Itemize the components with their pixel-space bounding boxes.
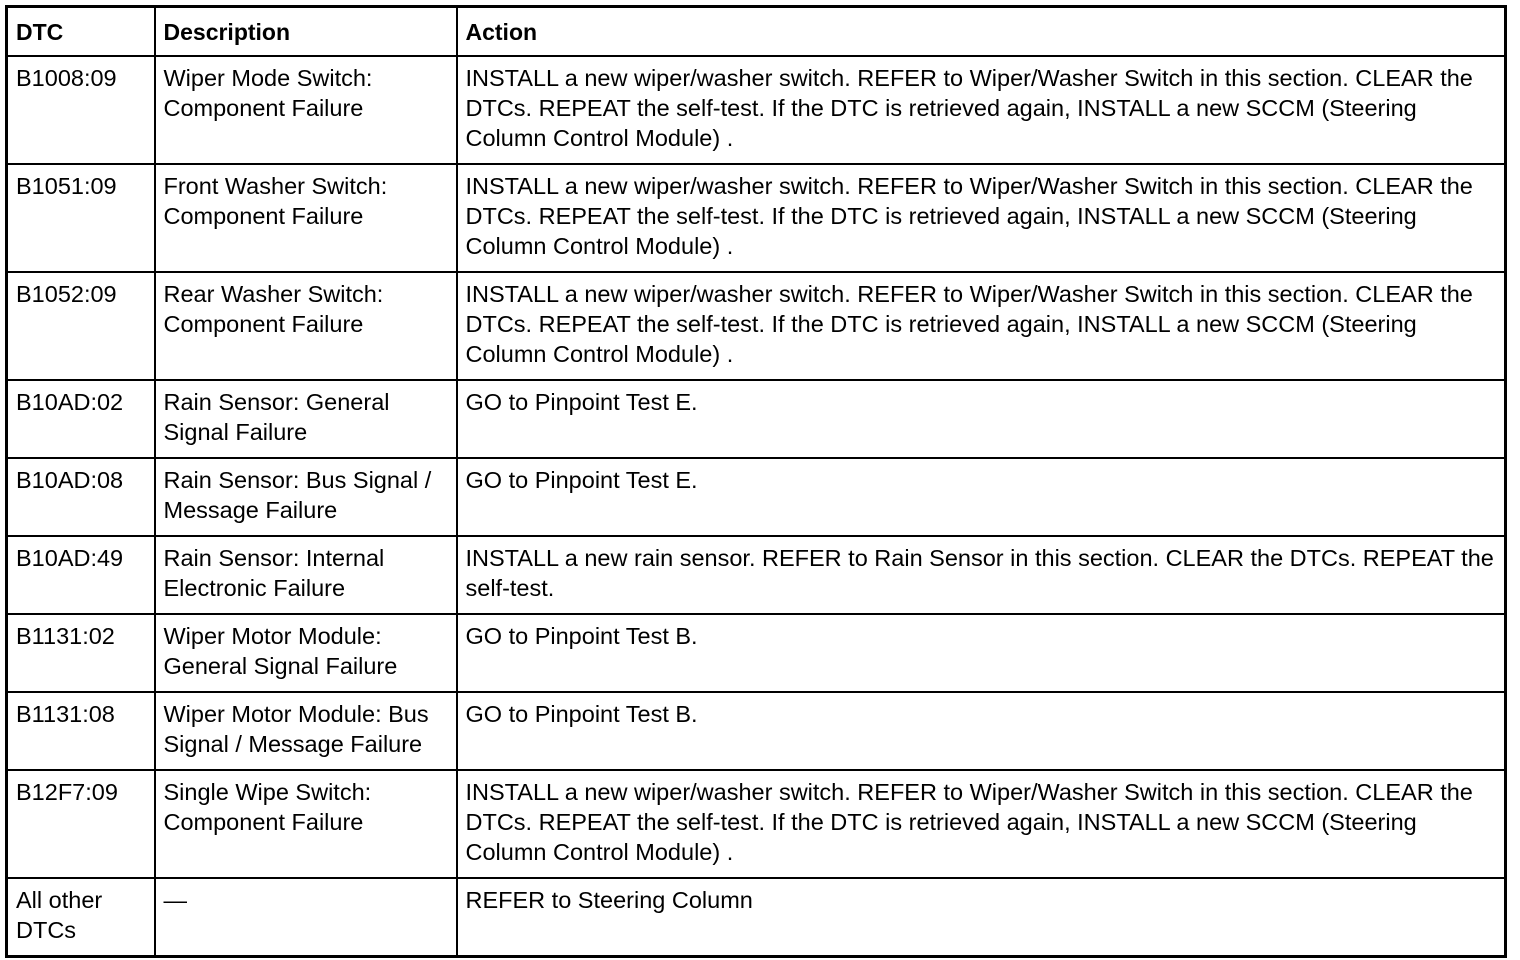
dtc-action: GO to Pinpoint Test B. (457, 614, 1506, 692)
dtc-code: B1131:02 (7, 614, 155, 692)
dtc-code: B1051:09 (7, 164, 155, 272)
table-row (7, 56, 1506, 164)
dtc-action: INSTALL a new wiper/washer switch. REFER to Wiper/Washer Switch in this section. CLEAR the DTCs. REPEAT the self-test. If the DTC is retrieved again, INSTALL a new SCCM (Steering Column Control Module) . (457, 272, 1506, 380)
column-header-dtc: DTC (7, 7, 155, 57)
table-row (7, 770, 1506, 878)
table-row (7, 380, 1506, 458)
dtc-description: Wiper Motor Module: Bus Signal / Message Failure (155, 692, 457, 770)
dtc-action: GO to Pinpoint Test E. (457, 458, 1506, 536)
dtc-code: B1052:09 (7, 272, 155, 380)
dtc-description: Rear Washer Switch: Component Failure (155, 272, 457, 380)
dtc-action: INSTALL a new wiper/washer switch. REFER to Wiper/Washer Switch in this section. CLEAR the DTCs. REPEAT the self-test. If the DTC is retrieved again, INSTALL a new SCCM (Steering Column Control Module) . (457, 164, 1506, 272)
dtc-action: INSTALL a new wiper/washer switch. REFER to Wiper/Washer Switch in this section. CLEAR the DTCs. REPEAT the self-test. If the DTC is retrieved again, INSTALL a new SCCM (Steering Column Control Module) . (457, 56, 1506, 164)
dtc-description: Rain Sensor: General Signal Failure (155, 380, 457, 458)
dtc-description: Rain Sensor: Bus Signal / Message Failure (155, 458, 457, 536)
table-row (7, 272, 1506, 380)
dtc-action: GO to Pinpoint Test E. (457, 380, 1506, 458)
table-header-row (7, 7, 1506, 57)
dtc-action: INSTALL a new wiper/washer switch. REFER to Wiper/Washer Switch in this section. CLEAR the DTCs. REPEAT the self-test. If the DTC is retrieved again, INSTALL a new SCCM (Steering Column Control Module) . (457, 770, 1506, 878)
dtc-code: B10AD:02 (7, 380, 155, 458)
dtc-code: B10AD:08 (7, 458, 155, 536)
dtc-description: — (155, 878, 457, 956)
table-row (7, 164, 1506, 272)
dtc-description: Single Wipe Switch: Component Failure (155, 770, 457, 878)
dtc-action: GO to Pinpoint Test B. (457, 692, 1506, 770)
dtc-table-container (5, 5, 1507, 955)
table-row (7, 878, 1506, 956)
dtc-code: All other DTCs (7, 878, 155, 956)
dtc-code: B10AD:49 (7, 536, 155, 614)
column-header-description: Description (155, 7, 457, 57)
dtc-description: Wiper Mode Switch: Component Failure (155, 56, 457, 164)
dtc-code: B1131:08 (7, 692, 155, 770)
table-row (7, 458, 1506, 536)
dtc-description: Rain Sensor: Internal Electronic Failure (155, 536, 457, 614)
table-row (7, 614, 1506, 692)
column-header-action: Action (457, 7, 1506, 57)
dtc-action: INSTALL a new rain sensor. REFER to Rain Sensor in this section. CLEAR the DTCs. REPEAT the self-test. (457, 536, 1506, 614)
dtc-code: B1008:09 (7, 56, 155, 164)
dtc-description: Wiper Motor Module: General Signal Failure (155, 614, 457, 692)
table-row (7, 692, 1506, 770)
dtc-description: Front Washer Switch: Component Failure (155, 164, 457, 272)
dtc-table (5, 5, 1507, 958)
dtc-action: REFER to Steering Column (457, 878, 1506, 956)
table-row (7, 536, 1506, 614)
dtc-code: B12F7:09 (7, 770, 155, 878)
